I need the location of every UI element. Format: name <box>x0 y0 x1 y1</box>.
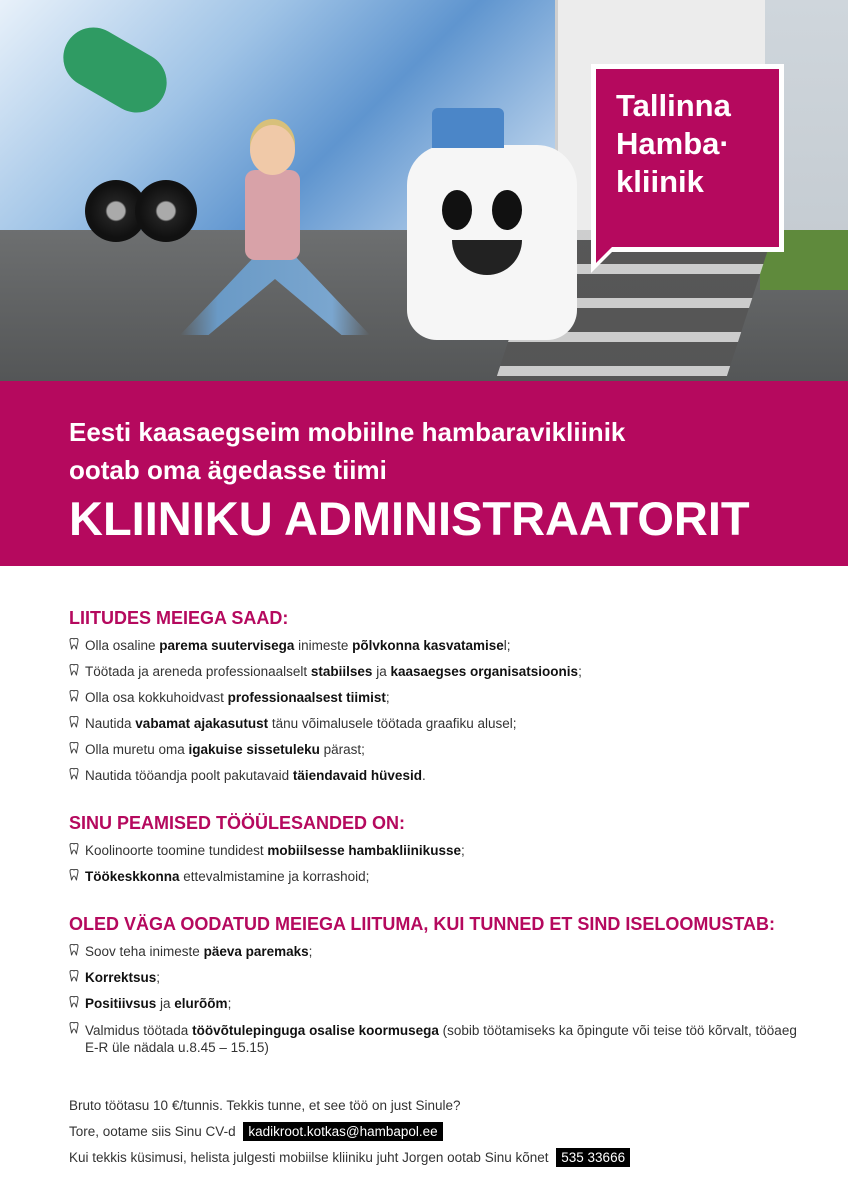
list-item <box>69 965 809 991</box>
tooth-icon <box>69 711 85 737</box>
bold-text: vabamat ajakasutust <box>135 716 269 731</box>
tooth-icon <box>69 763 85 789</box>
bold-text: Töökeskkonna <box>85 869 180 884</box>
section-heading: OLED VÄGA OODATUD MEIEGA LIITUMA, KUI TUNNED ET SIND ISELOOMUSTAB: <box>69 914 775 934</box>
section-heading: LIITUDES MEIEGA SAAD: <box>69 608 289 628</box>
item-text <box>85 939 312 965</box>
section-heading: SINU PEAMISED TÖÖÜLESANDED ON: <box>69 813 406 833</box>
text: ; <box>385 690 390 705</box>
logo-line: Tallinna <box>616 88 731 123</box>
section <box>69 606 809 789</box>
tooth-icon <box>69 939 85 965</box>
text: . <box>421 768 426 783</box>
bold-text: töövõtulepinguga osalise koormusega <box>192 1023 439 1038</box>
bold-text: kaasaegses organisatsioonis <box>390 664 579 679</box>
text: tänu võimalusele töötada graafiku alusel; <box>268 716 517 731</box>
tooth-icon <box>69 685 85 711</box>
list-item <box>69 1022 809 1056</box>
toothbrush-graphic <box>52 17 177 124</box>
text: Olla muretu oma <box>85 742 189 757</box>
item-text <box>85 838 465 864</box>
tooth-mascot <box>407 145 577 340</box>
tooth-icon <box>69 864 85 890</box>
bold-text: igakuise sissetuleku <box>188 742 320 757</box>
list-item <box>69 633 809 659</box>
bold-text: elurõõm <box>174 996 228 1011</box>
item-text <box>85 711 517 737</box>
bold-text: professionaalsest tiimist <box>227 690 386 705</box>
list-item <box>69 711 809 737</box>
tooth-icon <box>69 633 85 659</box>
tooth-icon <box>69 737 85 763</box>
list-item <box>69 737 809 763</box>
text: ; <box>227 996 232 1011</box>
email-link[interactable]: kadikroot.kotkas@hambapol.ee <box>243 1122 442 1141</box>
logo-line: kliinik <box>616 164 704 199</box>
item-text <box>85 864 369 890</box>
text: ; <box>156 970 161 985</box>
text: Töötada ja areneda professionaalselt <box>85 664 311 679</box>
bold-text: parema suutervisega <box>159 638 295 653</box>
text: Soov teha inimeste <box>85 944 204 959</box>
salary-text: Bruto töötasu 10 €/tunnis. Tekkis tunne, et see töö on just Sinule? <box>69 1098 461 1113</box>
item-text <box>85 991 231 1017</box>
section <box>69 912 809 1056</box>
girl-jumping <box>170 115 370 365</box>
text: ; <box>460 843 465 858</box>
text: Olla osaline <box>85 638 160 653</box>
text: Valmidus töötada <box>85 1023 193 1038</box>
hero-photo <box>0 0 848 381</box>
text: Olla osa kokkuhoidvast <box>85 690 228 705</box>
headline-line-1: Eesti kaasaegseim mobiilne hambaravikliinik <box>69 417 626 447</box>
clinic-logo <box>591 64 784 252</box>
headline-banner <box>0 381 848 566</box>
bold-text: päeva paremaks <box>203 944 309 959</box>
item-text <box>85 1022 809 1056</box>
text: ettevalmistamine ja korrashoid; <box>179 869 370 884</box>
list-item <box>69 939 809 965</box>
text: Koolinoorte toomine tundidest <box>85 843 268 858</box>
job-title: KLIINIKU ADMINISTRAATORIT <box>69 492 750 545</box>
bold-text: Positiivsus <box>85 996 157 1011</box>
text: l; <box>503 638 511 653</box>
bold-text: põlvkonna kasvatamise <box>352 638 504 653</box>
headline-line-2: ootab oma ägedasse tiimi <box>69 455 387 485</box>
text: ; <box>578 664 582 679</box>
text: (sobib töötamiseks ka õpingute või teise töö kõrvalt, tööaeg E-R üle nädala u.8.45 – 15.15) <box>85 1023 797 1055</box>
item-text <box>85 763 426 789</box>
tooth-icon <box>69 991 85 1017</box>
bold-text: täiendavaid hüvesid <box>292 768 422 783</box>
text: inimeste <box>294 638 353 653</box>
text: ja <box>156 996 175 1011</box>
tooth-icon <box>69 1022 85 1056</box>
bold-text: Korrektsus <box>85 970 157 985</box>
text: Nautida tööandja poolt pakutavaid <box>85 768 293 783</box>
phone-number[interactable]: 535 33666 <box>556 1148 630 1167</box>
text: ; <box>308 944 313 959</box>
mascot-hat <box>432 108 504 148</box>
list-item <box>69 864 809 890</box>
tooth-icon <box>69 659 85 685</box>
job-description <box>69 606 809 1078</box>
item-text <box>85 633 510 659</box>
text: pärast; <box>319 742 365 757</box>
text: Nautida <box>85 716 136 731</box>
item-text <box>85 965 160 991</box>
list-item <box>69 991 809 1017</box>
list-item <box>69 838 809 864</box>
list-item <box>69 685 809 711</box>
logo-line: Hamba· <box>616 126 730 161</box>
text: ja <box>372 664 391 679</box>
cv-text: Tore, ootame siis Sinu CV-d <box>69 1124 236 1139</box>
call-text: Kui tekkis küsimusi, helista julgesti mobiilse kliiniku juht Jorgen ootab Sinu kõnet <box>69 1150 549 1165</box>
section <box>69 811 809 890</box>
footer-contact <box>69 1093 630 1171</box>
list-item <box>69 763 809 789</box>
item-text <box>85 685 390 711</box>
bold-text: mobiilsesse hambakliinikusse <box>267 843 461 858</box>
tooth-icon <box>69 965 85 991</box>
item-text <box>85 737 365 763</box>
tooth-icon <box>69 838 85 864</box>
item-text <box>85 659 582 685</box>
list-item <box>69 659 809 685</box>
bold-text: stabiilses <box>310 664 373 679</box>
